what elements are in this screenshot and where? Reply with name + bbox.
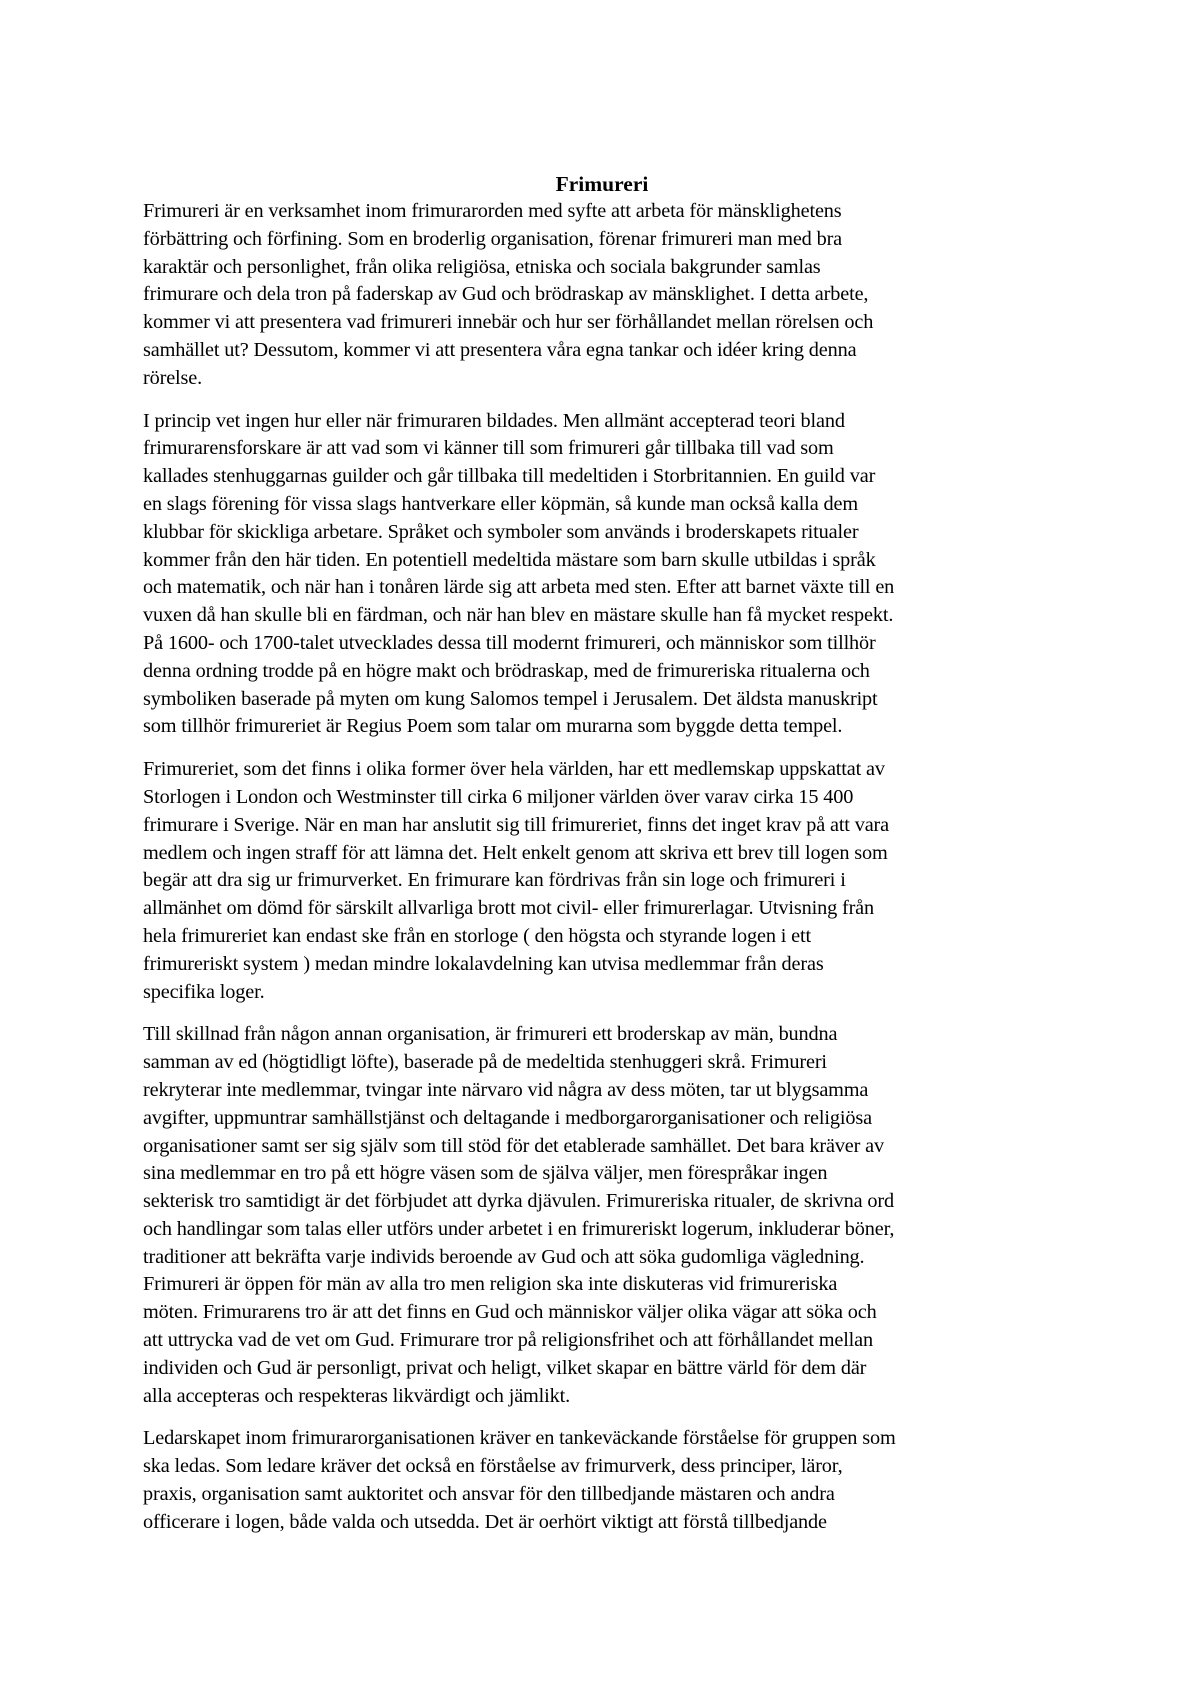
text-line: rörelse. <box>143 366 203 389</box>
text-line: praxis, organisation samt auktoritet och ansvar för den tillbedjande mästaren och andra <box>143 1483 835 1506</box>
paragraph-4 <box>143 1021 1061 1410</box>
document-body <box>143 170 1061 1552</box>
text-line: kallades stenhuggarnas guilder och går tillbaka till medeltiden i Storbritannien. En guild var <box>143 465 876 488</box>
text-line: att uttrycka vad de vet om Gud. Frimurare tror på religionsfrihet och att förhållandet mellan <box>143 1329 874 1352</box>
text-line: frimurare och dela tron på faderskap av Gud och brödraskap av mänsklighet. I detta arbete, <box>143 283 869 306</box>
text-line: Frimureriet, som det finns i olika former över hela världen, har ett medlemskap uppskattat av <box>143 758 885 781</box>
text-line: organisationer samt ser sig själv som till stöd för det etablerade samhället. Det bara kräver av <box>143 1134 885 1157</box>
text-line: och matematik, och när han i tonåren lärde sig att arbeta med sten. Efter att barnet växte till en <box>143 576 895 599</box>
text-line: denna ordning trodde på en högre makt och brödraskap, med de frimureriska ritualerna och <box>143 659 870 682</box>
document-title: Frimureri <box>555 172 649 196</box>
text-line: sekterisk tro samtidigt är det förbjudet att dyrka djävulen. Frimureriska ritualer, de skrivna ord <box>143 1190 895 1213</box>
text-line: och handlingar som talas eller utförs under arbetet i en frimureriskt logerum, inkluderar böner, <box>143 1217 895 1240</box>
text-line: vuxen då han skulle bli en färdman, och när han blev en mästare skulle han få mycket respekt. <box>143 604 894 627</box>
text-line: medlem och ingen straff för att lämna det. Helt enkelt genom att skriva ett brev till logen som <box>143 841 888 864</box>
text-line: frimurare i Sverige. När en man har anslutit sig till frimureriet, finns det inget krav på att vara <box>143 813 890 836</box>
text-line: begär att dra sig ur frimurverket. En frimurare kan fördrivas från sin loge och frimureri i <box>143 869 846 892</box>
text-line: en slags förening för vissa slags hantverkare eller köpmän, så kunde man också kalla dem <box>143 492 859 515</box>
text-line: avgifter, uppmuntrar samhällstjänst och deltagande i medborgarorganisationer och religiösa <box>143 1106 872 1129</box>
paragraph-1 <box>143 198 1061 393</box>
text-line: specifika loger. <box>143 980 265 1003</box>
text-line: ska ledas. Som ledare kräver det också en förståelse av frimurverk, dess principer, läror, <box>143 1455 843 1478</box>
paragraph-3 <box>143 756 1061 1006</box>
text-line: förbättring och förfining. Som en broderlig organisation, förenar frimureri man med bra <box>143 227 843 250</box>
text-line: På 1600- och 1700-talet utvecklades dessa till modernt frimureri, och människor som tillhör <box>143 631 876 654</box>
text-line: hela frimureriet kan endast ske från en storloge ( den högsta och styrande logen i ett <box>143 924 811 947</box>
text-line: I princip vet ingen hur eller när frimuraren bildades. Men allmänt accepterad teori bland <box>143 409 845 432</box>
text-line: Till skillnad från någon annan organisation, är frimureri ett broderskap av män, bundna <box>143 1023 838 1046</box>
text-line: individen och Gud är personligt, privat och heligt, vilket skapar en bättre värld för dem där <box>143 1356 867 1379</box>
text-line: kommer vi att presentera vad frimureri innebär och hur ser förhållandet mellan rörelsen och <box>143 311 874 334</box>
text-line: officerare i logen, både valda och utsedda. Det är oerhört viktigt att förstå tillbedjande <box>143 1510 827 1533</box>
text-line: symboliken baserade på myten om kung Salomos tempel i Jerusalem. Det äldsta manuskript <box>143 687 878 710</box>
text-line: samhället ut? Dessutom, kommer vi att presentera våra egna tankar och idéer kring denna <box>143 338 857 361</box>
paragraph-2 <box>143 408 1061 742</box>
text-line: rekryterar inte medlemmar, tvingar inte närvaro vid några av dess möten, tar ut blygsamma <box>143 1078 869 1101</box>
text-line: Frimureri är öppen för män av alla tro men religion ska inte diskuteras vid frimureriska <box>143 1273 838 1296</box>
text-line: Frimureri är en verksamhet inom frimurarorden med syfte att arbeta för mänsklighetens <box>143 200 842 222</box>
text-line: klubbar för skickliga arbetare. Språket och symboler som används i broderskapets ritualer <box>143 520 859 543</box>
text-line: traditioner att bekräfta varje individs beroende av Gud och att söka gudomliga vägledning. <box>143 1245 865 1268</box>
paragraph-5 <box>143 1425 1061 1536</box>
text-line: frimureriskt system ) medan mindre lokalavdelning kan utvisa medlemmar från deras <box>143 952 824 975</box>
text-line: sina medlemmar en tro på ett högre väsen som de själva väljer, men förespråkar ingen <box>143 1162 828 1185</box>
text-line: karaktär och personlighet, från olika religiösa, etniska och sociala bakgrunder samlas <box>143 255 821 278</box>
text-line: Ledarskapet inom frimurarorganisationen kräver en tankeväckande förståelse för gruppen som <box>143 1427 896 1450</box>
text-line: som tillhör frimureriet är Regius Poem som talar om murarna som byggde detta tempel. <box>143 715 843 738</box>
text-line: möten. Frimurarens tro är att det finns en Gud och människor väljer olika vägar att söka och <box>143 1301 877 1324</box>
text-line: allmänhet om dömd för särskilt allvarliga brott mot civil- eller frimurerlagar. Utvisning från <box>143 897 875 920</box>
text-line: kommer från den här tiden. En potentiell medeltida mästare som barn skulle utbildas i språk <box>143 548 876 571</box>
text-line: samman av ed (högtidligt löfte), baserade på de medeltida stenhuggeri skrå. Frimureri <box>143 1051 827 1074</box>
text-line: alla accepteras och respekteras likvärdigt och jämlikt. <box>143 1384 571 1407</box>
text-line: Storlogen i London och Westminster till cirka 6 miljoner världen över varav cirka 15 400 <box>143 785 854 808</box>
text-line: frimurarensforskare är att vad som vi känner till som frimureri går tillbaka till vad som <box>143 437 834 460</box>
